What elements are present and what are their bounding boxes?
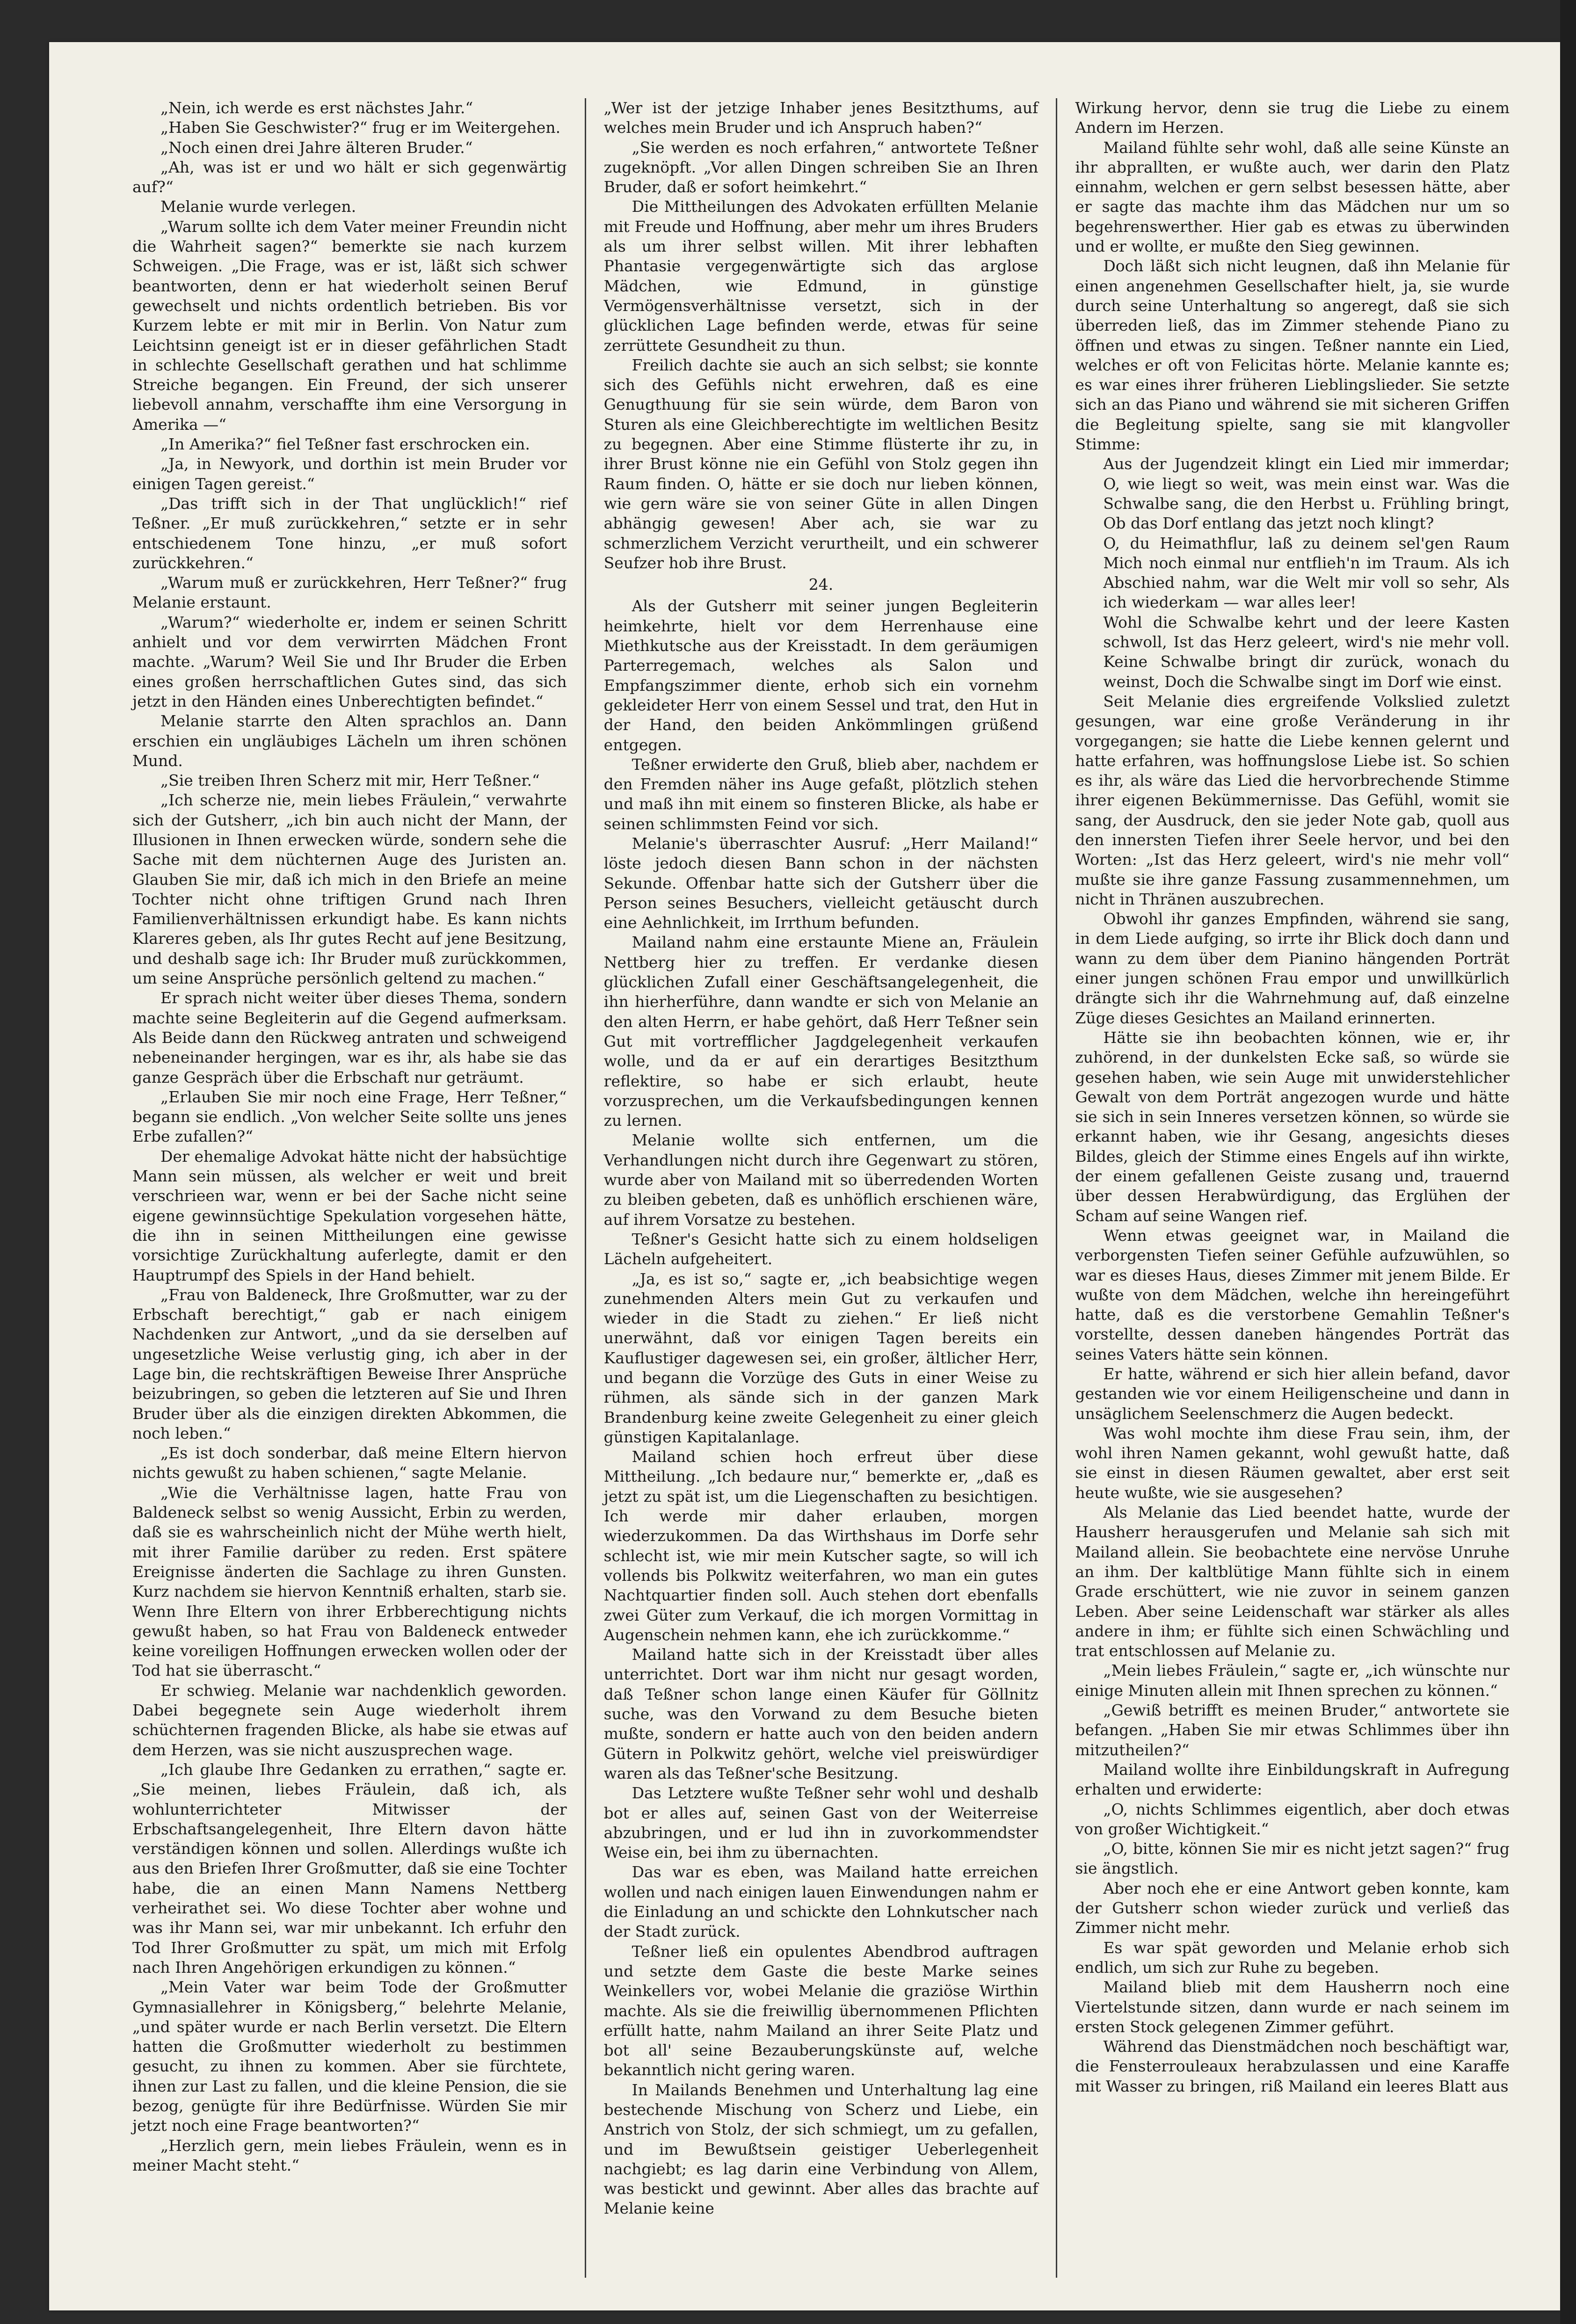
- paragraph: Aus der Jugendzeit klingt ein Lied mir immerdar; O, wie liegt so weit, was mein einst war. Was die Schwalbe sang, die den Herbst u. Frühling bringt, Ob das Dorf entlang das jetzt noch klingt?: [1103, 455, 1510, 533]
- paragraph: Als der Gutsherr mit seiner jungen Begleiterin heimkehrte, hielt vor dem Herrenhause eine Miethkutsche aus der Kreisstadt. In dem geräumigen Parterregemach, welches als Salon und Empfangszimmer diente, erhob sich ein vornehm gekleideter Herr von einem Sessel und trat, den Hut in der Hand, den beiden Ankömmlingen grüßend entgegen.: [603, 597, 1039, 754]
- paragraph: Obwohl ihr ganzes Empfinden, während sie sang, in dem Liede aufging, so irrte ihr Blick doch dann und wann zu dem über dem Pianino hängenden Porträt einer jungen schönen Frau empor und unwillkürlich drängte sich ihr die Wahrnehmung auf, daß einzelne Züge dieses Gesichtes an Mailand erinnerten.: [1075, 910, 1510, 1027]
- paragraph: Melanie starrte den Alten sprachlos an. Dann erschien ein ungläubiges Lächeln um ihren schönen Mund.: [132, 712, 567, 770]
- paragraph: Melanie wollte sich entfernen, um die Verhandlungen nicht durch ihre Gegenwart zu stören, wurde aber von Mailand mit so überredenden Worten zu bleiben gebeten, daß es unhöflich erschienen wäre, auf ihrem Vorsatze zu bestehen.: [603, 1131, 1039, 1229]
- paragraph: Wirkung hervor, denn sie trug die Liebe zu einem Andern im Herzen.: [1075, 99, 1510, 137]
- column-middle: [586, 98, 1056, 2278]
- paragraph: In Mailands Benehmen und Unterhaltung lag eine bestechende Mischung von Scherz und Liebe, ein Anstrich von Stolz, der sich schmiegt, um zu gefallen, und im Bewußtsein geistiger Ueberlegenheit nachgiebt; es lag darin eine Verbindung von Allem, was bestickt und gewinnt. Aber alles das brachte auf Melanie keine: [603, 2080, 1039, 2218]
- paragraph: Doch läßt sich nicht leugnen, daß ihn Melanie für einen angenehmen Gesellschafter hielt, ja, sie wurde durch seine Unterhaltung so angeregt, daß sie sich überreden ließ, das im Zimmer stehende Piano zu öffnen und etwas zu singen. Teßner nannte ein Lied, welches er oft von Felicitas hörte. Melanie kannte es; es war eines ihrer früheren Lieblingslieder. Sie setzte sich an das Piano und während sie mit sicheren Griffen die Begleitung spielte, sang sie mit klangvoller Stimme:: [1075, 257, 1510, 454]
- paragraph: Was wohl mochte ihm diese Frau sein, ihm, der wohl ihren Namen gekannt, wohl gewußt hatte, daß sie einst in diesen Räumen gewaltet, aber erst seit heute wußte, wie sie ausgesehen?: [1075, 1424, 1510, 1502]
- paragraph: Er sprach nicht weiter über dieses Thema, sondern machte seine Begleiterin auf die Gegend aufmerksam. Als Beide dann den Rückweg antraten und schweigend nebeneinander hergingen, war es ihr, als habe sie das ganze Gespräch über die Erbschaft nur geträumt.: [132, 989, 567, 1086]
- paragraph: „Das trifft sich in der That unglücklich!“ rief Teßner. „Er muß zurückkehren,“ setzte er in sehr entschiedenem Tone hinzu, „er muß sofort zurückkehren.“: [132, 494, 567, 572]
- scan-edge: [1560, 0, 1576, 2324]
- paragraph: Wenn etwas geeignet war, in Mailand die verborgensten Tiefen seiner Gefühle aufzuwühlen, so war es dieses Haus, dieses Zimmer mit jenem Bilde. Er wußte von dem Mädchen, welche ihn hereingeführt hatte, daß es die verstorbene Gemahlin Teßner's vorstellte, dessen daneben hängendes Porträt das seines Vaters hätte sein können.: [1075, 1226, 1510, 1363]
- paragraph: Die Mittheilungen des Advokaten erfüllten Melanie mit Freude und Hoffnung, aber mehr um ihres Bruders als um ihrer selbst willen. Mit ihrer lebhaften Phantasie vergegenwärtigte sich das arglose Mädchen, wie Edmund, in günstige Vermögensverhältnisse versetzt, sich in der glücklichen Lage befinden werde, etwas für seine zerrüttete Gesundheit zu thun.: [603, 197, 1039, 355]
- paragraph: Teßner's Gesicht hatte sich zu einem holdseligen Lächeln aufgeheitert.: [603, 1230, 1039, 1268]
- paragraph: Teßner erwiderte den Gruß, blieb aber, nachdem er den Fremden näher ins Auge gefaßt, plötzlich stehen und maß ihn mit einem so finsteren Blicke, als habe er seinen schlimmsten Feind vor sich.: [603, 755, 1039, 833]
- paragraph: „Ah, was ist er und wo hält er sich gegenwärtig auf?“: [132, 158, 567, 196]
- paragraph: „Nein, ich werde es erst nächstes Jahr.“: [160, 99, 473, 117]
- paragraph: O, du Heimathflur, laß zu deinem sel'gen Raum Mich noch einmal nur entflieh'n im Traum. Als ich Abschied nahm, war die Welt mir voll so sehr, Als ich wiederkam — war alles leer!: [1103, 534, 1510, 612]
- paragraph: „Wie die Verhältnisse lagen, hatte Frau von Baldeneck selbst so wenig Aussicht, Erbin zu werden, daß sie es wahrscheinlich nicht der Mühe werth hielt, mit ihrer Familie darüber zu reden. Erst spätere Ereignisse änderten die Sachlage zu ihren Gunsten. Kurz nachdem sie hiervon Kenntniß erhalten, starb sie. Wenn Ihre Eltern von ihrer Erbberechtigung nichts gewußt haben, so hat Frau von Baldeneck entweder keine voreiligen Hoffnungen erwecken wollen oder der Tod hat sie überrascht.“: [132, 1483, 567, 1680]
- paragraph: „Sie werden es noch erfahren,“ antwortete Teßner zugeknöpft. „Vor allen Dingen schreiben Sie an Ihren Bruder, daß er sofort heimkehrt.“: [603, 138, 1039, 196]
- paragraph: „Noch einen drei Jahre älteren Bruder.“: [160, 138, 473, 157]
- paragraph: Seit Melanie dies ergreifende Volkslied zuletzt gesungen, war eine große Veränderung in ihr vorgegangen; sie hatte die Liebe kennen gelernt und hatte erfahren, was hoffnungslose Liebe ist. So schien es ihr, als wäre das Lied die hervorbrechende Stimme ihrer eigenen Bekümmernisse. Das Gefühl, womit sie sang, der Ausdruck, den sie jeder Note gab, quoll aus den innersten Tiefen ihrer Seele hervor, und bei den Worten: „Ist das Herz geleert, wird's nie mehr voll“ mußte sie ihre ganze Fassung zusammennehmen, um nicht in Thränen auszubrechen.: [1075, 692, 1510, 908]
- paragraph: „O, bitte, können Sie mir es nicht jetzt sagen?“ frug sie ängstlich.: [1075, 1839, 1510, 1878]
- paragraph: „Warum muß er zurückkehren, Herr Teßner?“ frug Melanie erstaunt.: [132, 573, 567, 612]
- paragraph: Teßner ließ ein opulentes Abendbrod auftragen und setzte dem Gaste die beste Marke seines Weinkellers vor, wobei Melanie die graziöse Wirthin machte. Als sie die freiwillig übernommenen Pflichten erfüllt hatte, nahm Mailand an ihrer Seite Platz und bot all' seine Bezauberungskünste auf, welche bekanntlich nicht gering waren.: [603, 1942, 1039, 2079]
- text-columns: [115, 98, 1527, 2278]
- paragraph: „Erlauben Sie mir noch eine Frage, Herr Teßner,“ begann sie endlich. „Von welcher Seite sollte uns jenes Erbe zufallen?“: [132, 1087, 567, 1146]
- paragraph: „Warum?“ wiederholte er, indem er seinen Schritt anhielt und vor dem verwirrten Mädchen Front machte. „Warum? Weil Sie und Ihr Bruder die Erben eines großen herrschaftlichen Gutes sind, das sich jetzt in den Händen eines Unberechtigten befindet.“: [132, 613, 567, 710]
- section-number: 24.: [808, 575, 834, 594]
- column-right: [1057, 98, 1527, 2278]
- paragraph: Das war es eben, was Mailand hatte erreichen wollen und nach einigen lauen Einwendungen nahm er die Einladung an und schickte den Lohnkutscher nach der Stadt zurück.: [603, 1863, 1039, 1941]
- paragraph: Freilich dachte sie auch an sich selbst; sie konnte sich des Gefühls nicht erwehren, daß es eine Genugthuung für sie sein würde, dem Baron von Sturen als eine Gleichberechtigte im weltlichen Besitz zu begegnen. Aber eine Stimme flüsterte ihr zu, in ihrer Brust könne nie ein Gefühl von Stolz gegen ihn Raum finden. O, hätte er sie doch nur lieben können, wie gern wäre sie von seiner Güte in allen Dingen abhängig gewesen! Aber ach, sie war zu schmerzlichem Verzicht verurtheilt, und ein schwerer Seufzer hob ihre Brust.: [603, 355, 1039, 572]
- paragraph: „Haben Sie Geschwister?“ frug er im Weitergehen.: [160, 118, 561, 137]
- paragraph: „Ich scherze nie, mein liebes Fräulein,“ verwahrte sich der Gutsherr, „ich bin auch nicht der Mann, der Illusionen in Ihnen erwecken würde, sondern sehe die Sache mit dem nüchternen Auge des Juristen an. Glauben Sie mir, daß ich mich in den Briefe an meine Tochter nicht ohne triftigen Grund nach Ihren Familienverhältnissen erkundigt habe. Es kann nichts Klareres geben, als Ihr gutes Recht auf jene Besitzung, und deshalb sage ich: Ihr Bruder muß zurückkommen, um seine Ansprüche persönlich geltend zu machen.“: [132, 791, 567, 988]
- paragraph: Mailand nahm eine erstaunte Miene an, Fräulein Nettberg hier zu treffen. Er verdanke diesen glücklichen Zufall einer Geschäftsangelegenheit, die ihn hierherführe, dann wandte er sich von Melanie an den alten Herrn, er habe gehört, daß Herr Teßner sein Gut mit vortrefflicher Jagdgelegenheit verkaufen wolle, und da er auf ein derartiges Besitzthum reflektire, so habe er sich erlaubt, heute vorzusprechen, um die Verkaufsbedingungen kennen zu lernen.: [603, 933, 1039, 1130]
- paragraph: „Es ist doch sonderbar, daß meine Eltern hiervon nichts gewußt zu haben schienen,“ sagte Melanie.: [132, 1444, 567, 1482]
- paragraph: Als Melanie das Lied beendet hatte, wurde der Hausherr herausgerufen und Melanie sah sich mit Mailand allein. Sie beobachtete eine nervöse Unruhe an ihm. Der kaltblütige Mann fühlte sich in einem Grade erschüttert, wie nie zuvor in seinem ganzen Leben. Aber seine Leidenschaft war stärker als alles andere in ihm; er fühlte sich einen Schwächling und trat entschlossen auf Melanie zu.: [1075, 1503, 1510, 1660]
- paragraph: „Ja, in Newyork, und dorthin ist mein Bruder vor einigen Tagen gereist.“: [132, 455, 567, 493]
- paragraph: „Ich glaube Ihre Gedanken zu errathen,“ sagte er. „Sie meinen, liebes Fräulein, daß ich, als wohlunterrichteter Mitwisser der Erbschaftsangelegenheit, Ihre Eltern davon hätte verständigen können und sollen. Allerdings wußte ich aus den Briefen Ihrer Großmutter, daß sie eine Tochter habe, die an einen Mann Namens Nettberg verheirathet sei. Wo diese Tochter aber wohne und was ihr Mann sei, war mir unbekannt. Ich erfuhr den Tod Ihrer Großmutter zu spät, um mich mit Erfolg nach Ihren Angehörigen erkundigen zu können.“: [132, 1760, 567, 1976]
- column-left: [115, 98, 585, 2278]
- paragraph: Mailand hatte sich in der Kreisstadt über alles unterrichtet. Dort war ihm nicht nur gesagt worden, daß Teßner schon lange einen Käufer für Göllnitz suche, was den Vorwand zu dem Besuche bieten mußte, sondern er hatte auch von den beiden andern Gütern in Polkwitz gehört, welche viel preiswürdiger waren als das Teßner'sche Besitzung.: [603, 1645, 1039, 1782]
- paragraph: Während das Dienstmädchen noch beschäftigt war, die Fensterrouleaux herabzulassen und eine Karaffe mit Wasser zu bringen, riß Mailand ein leeres Blatt aus: [1075, 2037, 1510, 2095]
- paragraph: Es war spät geworden und Melanie erhob sich endlich, um sich zur Ruhe zu begeben.: [1075, 1938, 1510, 1976]
- paragraph: „Sie treiben Ihren Scherz mit mir, Herr Teßner.“: [160, 771, 540, 790]
- newspaper-page: [49, 42, 1560, 2310]
- paragraph: Mailand schien hoch erfreut über diese Mittheilung. „Ich bedaure nur,“ bemerkte er, „daß es jetzt zu spät ist, um die Liegenschaften zu besichtigen. Ich werde mir daher erlauben, morgen wiederzukommen. Da das Wirthshaus im Dorfe sehr schlecht ist, wie mir mein Kutscher sagte, so will ich vollends bis Polkwitz weiterfahren, wo man ein gutes Nachtquartier finden soll. Auch stehen dort ebenfalls zwei Güter zum Verkauf, die ich morgen Vormittag in Augenschein nehmen kann, ehe ich zurückkomme.“: [603, 1448, 1039, 1644]
- paragraph: Mailand blieb mit dem Hausherrn noch eine Viertelstunde sitzen, dann wurde er nach seinem im ersten Stock gelegenen Zimmer geführt.: [1075, 1978, 1510, 2036]
- paragraph: „Herzlich gern, mein liebes Fräulein, wenn es in meiner Macht steht.“: [132, 2136, 567, 2174]
- paragraph: Das Letztere wußte Teßner sehr wohl und deshalb bot er alles auf, seinen Gast von der Weiterreise abzubringen, und er lud ihn in zuvorkommendster Weise ein, bei ihm zu übernachten.: [603, 1784, 1039, 1862]
- paragraph: Der ehemalige Advokat hätte nicht der habsüchtige Mann sein müssen, als welcher er weit und breit verschrieen war, wenn er bei der Sache nicht seine eigene gewinnsüchtige Spekulation vorgesehen hätte, die ihn in seinen Mittheilungen eine gewisse vorsichtige Zurückhaltung auferlegte, damit er den Hauptrumpf des Spiels in der Hand behielt.: [132, 1147, 567, 1284]
- paragraph: „O, nichts Schlimmes eigentlich, aber doch etwas von großer Wichtigkeit.“: [1075, 1800, 1510, 1838]
- paragraph: „Warum sollte ich dem Vater meiner Freundin nicht die Wahrheit sagen?“ bemerkte sie nach kurzem Schweigen. „Die Frage, was er ist, läßt sich schwer beantworten, denn er hat wiederholt seinen Beruf gewechselt und nichts ordentlich betrieben. Bis vor Kurzem lebte er mit mir in Berlin. Von Natur zum Leichtsinn geneigt ist er in dieser gefährlichen Stadt in schlechte Gesellschaft gerathen und hat schlimme Streiche begangen. Ein Freund, der sich unserer liebevoll annahm, verschaffte ihm eine Versorgung in Amerika —“: [132, 217, 567, 434]
- paragraph: Er schwieg. Melanie war nachdenklich geworden. Dabei begegnete sein Auge wiederholt ihrem schüchternen fragenden Blicke, als habe sie etwas auf dem Herzen, was sie nicht auszusprechen wage.: [132, 1681, 567, 1759]
- paragraph: Er hatte, während er sich hier allein befand, davor gestanden wie vor einem Heiligenscheine und dann in unsäglichem Seelenschmerz die Augen bedeckt.: [1075, 1365, 1510, 1423]
- paragraph: „Ja, es ist so,“ sagte er, „ich beabsichtige wegen zunehmenden Alters mein Gut zu verkaufen und wieder in die Stadt zu ziehen.“ Er ließ nicht unerwähnt, daß vor einigen Tagen bereits ein Kauflustiger dagewesen sei, ein großer, ältlicher Herr, und begann die Vorzüge des Guts in einer Weise zu rühmen, als sände sich in der ganzen Mark Brandenburg keine zweite Gelegenheit zu einer gleich günstigen Kapitalanlage.: [603, 1269, 1039, 1446]
- paragraph: „In Amerika?“ fiel Teßner fast erschrocken ein.: [160, 435, 530, 454]
- paragraph: „Gewiß betrifft es meinen Bruder,“ antwortete sie befangen. „Haben Sie mir etwas Schlimmes über ihn mitzutheilen?“: [1075, 1701, 1510, 1759]
- paragraph: Hätte sie ihn beobachten können, wie er, ihr zuhörend, in der dunkelsten Ecke saß, so würde sie gesehen haben, wie sein Auge mit unwiderstehlicher Gewalt von dem Porträt angezogen wurde und hätte sie sich in sein Inneres versetzen können, so würde sie erkannt haben, wie ihr Gesang, angesichts dieses Bildes, gleich der Stimme eines Engels auf ihn wirkte, der einem gefallenen Geiste zusang und, trauernd über dessen Herabwürdigung, das Erglühen der Scham auf seine Wangen rief.: [1075, 1028, 1510, 1225]
- paragraph: Wohl die Schwalbe kehrt und der leere Kasten schwoll, Ist das Herz geleert, wird's nie mehr voll. Keine Schwalbe bringt dir zurück, wonach du weinst, Doch die Schwalbe singt im Dorf wie einst.: [1103, 613, 1510, 691]
- paragraph: „Wer ist der jetzige Inhaber jenes Besitzthums, auf welches mein Bruder und ich Anspruch haben?“: [603, 99, 1039, 137]
- paragraph: Aber noch ehe er eine Antwort geben konnte, kam der Gutsherr schon wieder zurück und verließ das Zimmer nicht mehr.: [1075, 1879, 1510, 1937]
- paragraph: Mailand wollte ihre Einbildungskraft in Aufregung erhalten und erwiderte:: [1075, 1760, 1510, 1799]
- paragraph: Mailand fühlte sehr wohl, daß alle seine Künste an ihr abprallten, er wußte auch, wer darin den Platz einnahm, welchen er gern selbst besessen hätte, aber er sagte das machte ihm das Mädchen nur um so begehrenswerther. Hier gab es etwas zu überwinden und er wollte, er mußte den Sieg gewinnen.: [1075, 138, 1510, 256]
- paragraph: „Frau von Baldeneck, Ihre Großmutter, war zu der Erbschaft berechtigt,“ gab er nach einigem Nachdenken zur Antwort, „und da sie derselben auf ungesetzliche Weise verlustig ging, ich aber in der Lage bin, die rechtskräftigen Beweise Ihrer Ansprüche beizubringen, so geben die letzteren auf Sie und Ihren Bruder über als die einzigen direkten Abkommen, die noch leben.“: [132, 1285, 567, 1442]
- paragraph: „Mein liebes Fräulein,“ sagte er, „ich wünschte nur einige Minuten allein mit Ihnen sprechen zu können.“: [1075, 1661, 1510, 1700]
- paragraph: Melanie's überraschter Ausruf: „Herr Mailand!“ löste jedoch diesen Bann schon in der nächsten Sekunde. Offenbar hatte sich der Gutsherr über die Person seines Besuchers, vielleicht getäuscht durch eine Aehnlichkeit, im Irrthum befunden.: [603, 834, 1039, 932]
- paragraph: Melanie wurde verlegen.: [160, 197, 356, 216]
- paragraph: „Mein Vater war beim Tode der Großmutter Gymnasiallehrer in Königsberg,“ belehrte Melanie, „und später wurde er nach Berlin versetzt. Die Eltern hatten die Großmutter wiederholt zu bestimmen gesucht, zu ihnen zu kommen. Aber sie fürchtete, ihnen zur Last zu fallen, und die kleine Pension, die sie bezog, genügte für ihre Bedürfnisse. Würden Sie mir jetzt noch eine Frage beantworten?“: [132, 1978, 567, 2135]
